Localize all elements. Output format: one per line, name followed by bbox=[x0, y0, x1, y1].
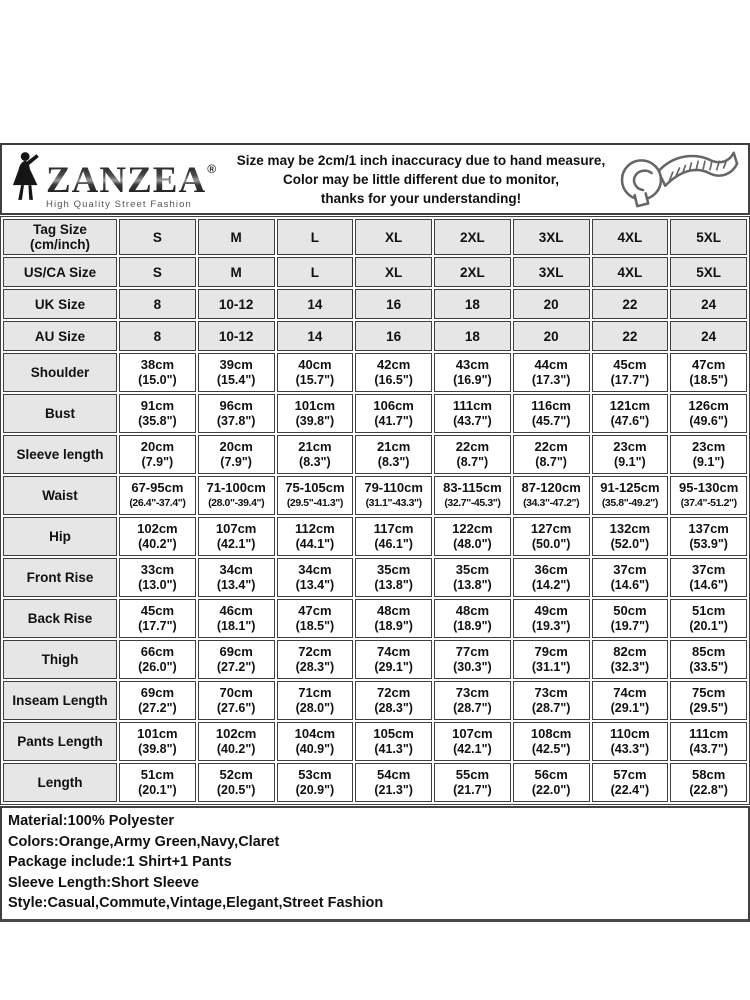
measure-cell: 126cm (49.6") bbox=[670, 394, 747, 433]
row-label: Shoulder bbox=[3, 353, 117, 392]
row-label: AU Size bbox=[3, 321, 117, 351]
size-cell: M bbox=[198, 257, 275, 287]
disclaimer-line: Color may be little different due to monitor, bbox=[282, 171, 560, 187]
measure-cell: 45cm (17.7") bbox=[119, 599, 196, 638]
measure-cell: 39cm (15.4") bbox=[198, 353, 275, 392]
size-row bbox=[3, 257, 747, 287]
size-cell: 20 bbox=[513, 321, 590, 351]
size-cell: 2XL bbox=[434, 257, 511, 287]
measure-cell: 21cm (8.3") bbox=[355, 435, 432, 474]
size-cell: L bbox=[277, 219, 354, 255]
size-cell: 8 bbox=[119, 321, 196, 351]
info-line: Colors:Orange,Army Green,Navy,Claret bbox=[8, 833, 280, 850]
size-table bbox=[0, 216, 750, 805]
measure-cell: 52cm (20.5") bbox=[198, 763, 275, 802]
measure-cell: 50cm (19.7") bbox=[592, 599, 669, 638]
measure-cell: 74cm (29.1") bbox=[592, 681, 669, 720]
measure-cell: 51cm (20.1") bbox=[119, 763, 196, 802]
brand-name: ZANZEA bbox=[46, 159, 207, 201]
size-cell: 16 bbox=[355, 289, 432, 319]
row-label: US/CA Size bbox=[3, 257, 117, 287]
measure-cell: 67-95cm (26.4"-37.4") bbox=[119, 476, 196, 515]
product-info bbox=[0, 806, 750, 922]
measure-cell: 33cm (13.0") bbox=[119, 558, 196, 597]
measurement-disclaimer bbox=[236, 151, 606, 208]
measure-cell: 48cm (18.9") bbox=[434, 599, 511, 638]
size-cell: XL bbox=[355, 219, 432, 255]
size-row bbox=[3, 289, 747, 319]
info-line: Sleeve Length:Short Sleeve bbox=[8, 874, 199, 891]
size-row bbox=[3, 321, 747, 351]
measure-cell: 51cm (20.1") bbox=[670, 599, 747, 638]
size-cell: 2XL bbox=[434, 219, 511, 255]
measure-row bbox=[3, 599, 747, 638]
measure-cell: 35cm (13.8") bbox=[355, 558, 432, 597]
size-cell: 14 bbox=[277, 321, 354, 351]
row-label: Hip bbox=[3, 517, 117, 556]
measure-cell: 74cm (29.1") bbox=[355, 640, 432, 679]
measure-cell: 71cm (28.0") bbox=[277, 681, 354, 720]
size-cell: S bbox=[119, 257, 196, 287]
measure-cell: 95-130cm (37.4"-51.2") bbox=[670, 476, 747, 515]
measure-cell: 69cm (27.2") bbox=[198, 640, 275, 679]
measure-cell: 108cm (42.5") bbox=[513, 722, 590, 761]
measure-cell: 132cm (52.0") bbox=[592, 517, 669, 556]
measure-cell: 53cm (20.9") bbox=[277, 763, 354, 802]
size-cell: 3XL bbox=[513, 219, 590, 255]
measure-cell: 101cm (39.8") bbox=[119, 722, 196, 761]
measure-cell: 56cm (22.0") bbox=[513, 763, 590, 802]
info-line: Material:100% Polyester bbox=[8, 813, 175, 829]
measure-cell: 37cm (14.6") bbox=[592, 558, 669, 597]
measure-cell: 75-105cm (29.5"-41.3") bbox=[277, 476, 354, 515]
measure-cell: 77cm (30.3") bbox=[434, 640, 511, 679]
measure-row bbox=[3, 353, 747, 392]
measure-cell: 73cm (28.7") bbox=[434, 681, 511, 720]
measure-cell: 121cm (47.6") bbox=[592, 394, 669, 433]
measure-cell: 101cm (39.8") bbox=[277, 394, 354, 433]
size-row bbox=[3, 219, 747, 255]
brand-logo bbox=[2, 149, 236, 210]
disclaimer-line: Size may be 2cm/1 inch inaccuracy due to hand measure, bbox=[236, 152, 606, 168]
registered-trademark-icon: ® bbox=[207, 161, 217, 176]
size-cell: 8 bbox=[119, 289, 196, 319]
measure-cell: 58cm (22.8") bbox=[670, 763, 747, 802]
measure-cell: 91cm (35.8") bbox=[119, 394, 196, 433]
measure-cell: 46cm (18.1") bbox=[198, 599, 275, 638]
measure-cell: 85cm (33.5") bbox=[670, 640, 747, 679]
measure-cell: 21cm (8.3") bbox=[277, 435, 354, 474]
row-label: Thigh bbox=[3, 640, 117, 679]
measure-cell: 44cm (17.3") bbox=[513, 353, 590, 392]
measure-cell: 111cm (43.7") bbox=[434, 394, 511, 433]
measure-cell: 22cm (8.7") bbox=[434, 435, 511, 474]
measure-cell: 40cm (15.7") bbox=[277, 353, 354, 392]
measure-cell: 49cm (19.3") bbox=[513, 599, 590, 638]
measure-cell: 71-100cm (28.0"-39.4") bbox=[198, 476, 275, 515]
measure-cell: 34cm (13.4") bbox=[277, 558, 354, 597]
measure-cell: 127cm (50.0") bbox=[513, 517, 590, 556]
measure-cell: 37cm (14.6") bbox=[670, 558, 747, 597]
measure-cell: 112cm (44.1") bbox=[277, 517, 354, 556]
measure-row bbox=[3, 476, 747, 515]
measure-cell: 20cm (7.9") bbox=[198, 435, 275, 474]
measure-row bbox=[3, 763, 747, 802]
size-cell: 24 bbox=[670, 289, 747, 319]
measure-cell: 75cm (29.5") bbox=[670, 681, 747, 720]
row-label: Inseam Length bbox=[3, 681, 117, 720]
row-label: Length bbox=[3, 763, 117, 802]
measure-cell: 48cm (18.9") bbox=[355, 599, 432, 638]
measure-cell: 107cm (42.1") bbox=[198, 517, 275, 556]
measure-cell: 82cm (32.3") bbox=[592, 640, 669, 679]
measure-cell: 23cm (9.1") bbox=[670, 435, 747, 474]
size-cell: S bbox=[119, 219, 196, 255]
info-line: Package include:1 Shirt+1 Pants bbox=[8, 854, 232, 870]
measure-cell: 47cm (18.5") bbox=[670, 353, 747, 392]
measure-cell: 105cm (41.3") bbox=[355, 722, 432, 761]
measure-cell: 72cm (28.3") bbox=[277, 640, 354, 679]
measure-cell: 73cm (28.7") bbox=[513, 681, 590, 720]
size-cell: L bbox=[277, 257, 354, 287]
measure-cell: 117cm (46.1") bbox=[355, 517, 432, 556]
row-label: Waist bbox=[3, 476, 117, 515]
measure-cell: 102cm (40.2") bbox=[119, 517, 196, 556]
measure-cell: 66cm (26.0") bbox=[119, 640, 196, 679]
size-chart-sheet bbox=[0, 143, 750, 922]
size-cell: 4XL bbox=[592, 257, 669, 287]
measure-cell: 122cm (48.0") bbox=[434, 517, 511, 556]
measure-cell: 107cm (42.1") bbox=[434, 722, 511, 761]
measure-cell: 104cm (40.9") bbox=[277, 722, 354, 761]
row-label: Bust bbox=[3, 394, 117, 433]
measure-cell: 69cm (27.2") bbox=[119, 681, 196, 720]
measure-cell: 23cm (9.1") bbox=[592, 435, 669, 474]
row-label: Sleeve length bbox=[3, 435, 117, 474]
measure-row bbox=[3, 517, 747, 556]
measure-cell: 22cm (8.7") bbox=[513, 435, 590, 474]
measure-cell: 96cm (37.8") bbox=[198, 394, 275, 433]
measure-cell: 91-125cm (35.8"-49.2") bbox=[592, 476, 669, 515]
size-cell: 3XL bbox=[513, 257, 590, 287]
size-cell: 18 bbox=[434, 289, 511, 319]
measure-cell: 36cm (14.2") bbox=[513, 558, 590, 597]
measure-cell: 35cm (13.8") bbox=[434, 558, 511, 597]
size-cell: 10-12 bbox=[198, 321, 275, 351]
size-cell: 16 bbox=[355, 321, 432, 351]
size-cell: 24 bbox=[670, 321, 747, 351]
size-cell: 20 bbox=[513, 289, 590, 319]
size-cell: 5XL bbox=[670, 257, 747, 287]
measure-row bbox=[3, 640, 747, 679]
size-cell: 4XL bbox=[592, 219, 669, 255]
measure-cell: 79cm (31.1") bbox=[513, 640, 590, 679]
measure-cell: 57cm (22.4") bbox=[592, 763, 669, 802]
measure-row bbox=[3, 558, 747, 597]
measure-cell: 43cm (16.9") bbox=[434, 353, 511, 392]
size-cell: 5XL bbox=[670, 219, 747, 255]
measure-cell: 38cm (15.0") bbox=[119, 353, 196, 392]
size-cell: 10-12 bbox=[198, 289, 275, 319]
measure-cell: 34cm (13.4") bbox=[198, 558, 275, 597]
size-cell: 18 bbox=[434, 321, 511, 351]
measure-cell: 116cm (45.7") bbox=[513, 394, 590, 433]
measure-row bbox=[3, 394, 747, 433]
info-line: Style:Casual,Commute,Vintage,Elegant,Street Fashion bbox=[8, 895, 384, 911]
measure-cell: 102cm (40.2") bbox=[198, 722, 275, 761]
measure-cell: 111cm (43.7") bbox=[670, 722, 747, 761]
size-cell: 22 bbox=[592, 289, 669, 319]
measuring-tape-icon bbox=[606, 146, 748, 212]
size-cell: 14 bbox=[277, 289, 354, 319]
measure-cell: 110cm (43.3") bbox=[592, 722, 669, 761]
measure-cell: 87-120cm (34.3"-47.2") bbox=[513, 476, 590, 515]
measure-cell: 106cm (41.7") bbox=[355, 394, 432, 433]
measure-cell: 54cm (21.3") bbox=[355, 763, 432, 802]
measure-row bbox=[3, 681, 747, 720]
disclaimer-line: thanks for your understanding! bbox=[320, 190, 522, 206]
measure-cell: 47cm (18.5") bbox=[277, 599, 354, 638]
row-label: Tag Size (cm/inch) bbox=[3, 219, 117, 255]
measure-cell: 55cm (21.7") bbox=[434, 763, 511, 802]
measure-cell: 20cm (7.9") bbox=[119, 435, 196, 474]
measure-cell: 72cm (28.3") bbox=[355, 681, 432, 720]
measure-row bbox=[3, 435, 747, 474]
measure-cell: 79-110cm (31.1"-43.3") bbox=[355, 476, 432, 515]
size-cell: M bbox=[198, 219, 275, 255]
row-label: Front Rise bbox=[3, 558, 117, 597]
measure-cell: 83-115cm (32.7"-45.3") bbox=[434, 476, 511, 515]
size-cell: 22 bbox=[592, 321, 669, 351]
measure-cell: 42cm (16.5") bbox=[355, 353, 432, 392]
row-label: UK Size bbox=[3, 289, 117, 319]
measure-cell: 137cm (53.9") bbox=[670, 517, 747, 556]
woman-silhouette-icon bbox=[8, 149, 44, 210]
measure-cell: 45cm (17.7") bbox=[592, 353, 669, 392]
brand-tagline: High Quality Street Fashion bbox=[46, 199, 192, 210]
row-label: Back Rise bbox=[3, 599, 117, 638]
header bbox=[0, 143, 750, 215]
size-cell: XL bbox=[355, 257, 432, 287]
row-label: Pants Length bbox=[3, 722, 117, 761]
measure-row bbox=[3, 722, 747, 761]
measure-cell: 70cm (27.6") bbox=[198, 681, 275, 720]
